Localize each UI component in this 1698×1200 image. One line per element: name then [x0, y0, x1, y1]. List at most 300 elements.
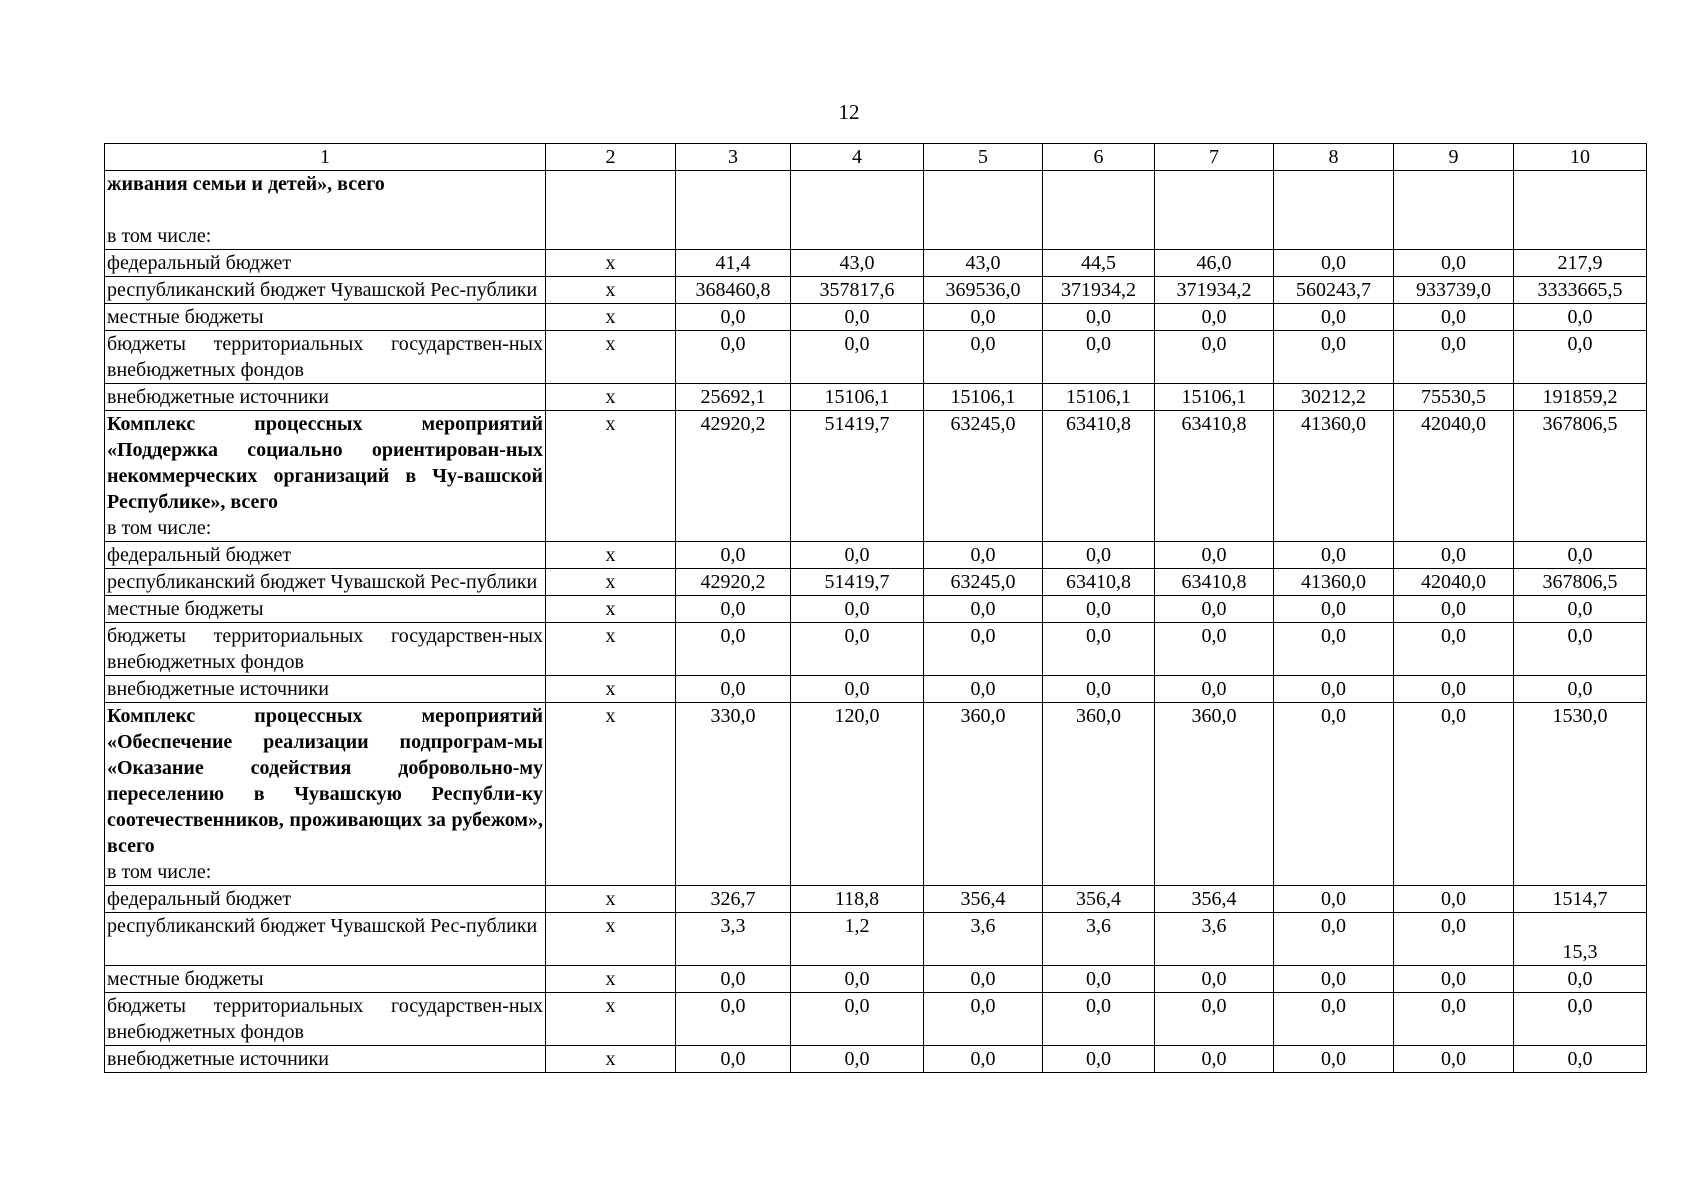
row-label-cell	[105, 331, 546, 384]
value-cell	[791, 913, 924, 966]
page-number: 12	[838, 100, 860, 124]
value-cell	[676, 250, 791, 277]
value-cell	[924, 277, 1043, 304]
value-cell	[546, 250, 676, 277]
cell-value: 0,0	[1567, 995, 1593, 1017]
value-cell	[1043, 304, 1155, 331]
value-cell	[1394, 623, 1514, 676]
cell-value: 0,0	[1086, 333, 1111, 355]
cell-value: 0,0	[844, 625, 870, 647]
cell-value: 0,0	[1567, 625, 1593, 647]
group-title: живания семьи и детей», всего	[107, 173, 385, 195]
value-cell	[676, 886, 791, 913]
value-cell	[924, 384, 1043, 411]
cell-value: 0,0	[1086, 1048, 1111, 1070]
cell-value: 0,0	[1086, 968, 1111, 990]
cell-value: 0,0	[1441, 705, 1466, 727]
cell-value: х	[605, 306, 616, 328]
cell-value: 0,0	[1441, 888, 1466, 910]
value-cell	[1394, 384, 1514, 411]
cell-value: 3,6	[1201, 915, 1227, 937]
cell-value: 42920,2	[700, 413, 766, 435]
row-label: внебюджетные источники	[107, 386, 329, 408]
table-row	[105, 250, 1647, 277]
table-row	[105, 993, 1647, 1046]
row-label-cell	[105, 993, 546, 1046]
value-cell	[1043, 1046, 1155, 1073]
cell-value: 1530,0	[1552, 705, 1608, 727]
cell-value: 369536,0	[945, 279, 1021, 301]
value-cell	[1394, 913, 1514, 966]
value-cell	[791, 384, 924, 411]
value-cell	[676, 411, 791, 542]
value-cell	[676, 676, 791, 703]
table-row	[105, 886, 1647, 913]
cell-value: 63245,0	[950, 571, 1016, 593]
value-cell	[1514, 993, 1647, 1046]
value-cell	[1274, 411, 1394, 542]
table-row	[105, 277, 1647, 304]
value-cell	[791, 331, 924, 384]
cell-value: х	[605, 888, 616, 910]
cell-value: х	[605, 252, 616, 274]
value-cell	[1043, 703, 1155, 886]
value-cell	[676, 171, 791, 250]
column-header: 1	[105, 144, 546, 171]
value-cell	[791, 966, 924, 993]
value-cell	[791, 623, 924, 676]
value-cell	[1043, 384, 1155, 411]
value-cell	[1274, 596, 1394, 623]
value-cell	[1043, 623, 1155, 676]
row-label: федеральный бюджет	[107, 252, 292, 274]
cell-value: 0,0	[1567, 1048, 1593, 1070]
cell-value: 0,0	[720, 995, 746, 1017]
value-cell	[924, 171, 1043, 250]
value-cell	[1043, 250, 1155, 277]
cell-value: 0,0	[1441, 968, 1466, 990]
cell-value: 0,0	[1567, 306, 1593, 328]
cell-value: 0,0	[844, 306, 870, 328]
table-body	[105, 171, 1647, 1073]
cell-value: 0,0	[844, 1048, 870, 1070]
value-cell	[1155, 384, 1274, 411]
value-cell	[1274, 384, 1394, 411]
cell-value: 0,0	[720, 625, 746, 647]
table-row	[105, 542, 1647, 569]
cell-value: 367806,5	[1542, 571, 1618, 593]
row-label: внебюджетные источники	[107, 678, 329, 700]
cell-value: 0,0	[1441, 598, 1466, 620]
row-label: бюджеты территориальных государствен-ных внебюджетных фондов	[107, 625, 543, 673]
value-cell	[1043, 886, 1155, 913]
row-label: местные бюджеты	[107, 306, 264, 328]
group-title: Комплекс процессных мероприятий «Поддержка социально ориентирован-ных некоммерческих организаций в Чу-вашской Республике», всего	[107, 413, 543, 513]
row-label-cell	[105, 913, 546, 966]
value-cell	[1155, 1046, 1274, 1073]
cell-value: 0,0	[1321, 1048, 1346, 1070]
value-cell	[676, 596, 791, 623]
value-cell	[924, 596, 1043, 623]
value-cell	[1155, 569, 1274, 596]
row-label: бюджеты территориальных государствен-ных внебюджетных фондов	[107, 333, 543, 381]
value-cell	[1394, 331, 1514, 384]
group-subtitle: в том числе:	[107, 517, 212, 539]
value-cell	[1155, 277, 1274, 304]
value-cell	[1514, 913, 1647, 966]
value-cell	[1274, 250, 1394, 277]
row-label-cell	[105, 676, 546, 703]
cell-value: 0,0	[1441, 252, 1466, 274]
cell-value: 0,0	[844, 598, 870, 620]
row-label-cell	[105, 277, 546, 304]
value-cell	[1155, 993, 1274, 1046]
value-cell	[546, 886, 676, 913]
row-label-cell	[105, 886, 546, 913]
value-cell	[1514, 542, 1647, 569]
cell-value: 0,0	[970, 678, 996, 700]
value-cell	[924, 569, 1043, 596]
row-label: внебюджетные источники	[107, 1048, 329, 1070]
cell-value: х	[605, 598, 616, 620]
group-title: Комплекс процессных мероприятий «Обеспечение реализации подпрограм-мы «Оказание содействия добровольно-му переселению в Чувашскую Республи-ку соотечественников, проживающих за рубежом», всего	[107, 705, 543, 857]
row-label-cell	[105, 569, 546, 596]
cell-value: 0,0	[1201, 598, 1227, 620]
cell-value: х	[605, 544, 616, 566]
value-cell	[1394, 250, 1514, 277]
value-cell	[546, 596, 676, 623]
cell-value: 0,0	[1201, 995, 1227, 1017]
cell-value: 43,0	[965, 252, 1001, 274]
value-cell	[1514, 277, 1647, 304]
row-label: республиканский бюджет Чувашской Рес-публики	[107, 915, 538, 937]
value-cell	[1274, 304, 1394, 331]
cell-value: х	[605, 1048, 616, 1070]
row-label: федеральный бюджет	[107, 544, 292, 566]
value-cell	[1514, 411, 1647, 542]
cell-value: 42040,0	[1421, 413, 1486, 435]
cell-value: 0,0	[1441, 995, 1466, 1017]
cell-value: 0,0	[1201, 625, 1227, 647]
cell-value: 0,0	[1567, 678, 1593, 700]
cell-value: 0,0	[844, 333, 870, 355]
cell-value: 0,0	[1086, 306, 1111, 328]
cell-value: 25692,1	[700, 386, 766, 408]
cell-value: 0,0	[1441, 333, 1466, 355]
cell-value: 356,4	[960, 888, 1006, 910]
cell-value: 0,0	[720, 306, 746, 328]
cell-value: 43,0	[839, 252, 875, 274]
table-row-group	[105, 703, 1647, 886]
cell-value: 41,4	[715, 252, 751, 274]
cell-value: 51419,7	[824, 413, 890, 435]
column-header: 2	[546, 144, 676, 171]
value-cell	[1043, 542, 1155, 569]
cell-value: 0,0	[1321, 705, 1346, 727]
table-row	[105, 596, 1647, 623]
cell-value: 0,0	[1321, 598, 1346, 620]
value-cell	[1155, 623, 1274, 676]
value-cell	[546, 966, 676, 993]
cell-value: 75530,5	[1421, 386, 1486, 408]
cell-value: 326,7	[710, 888, 756, 910]
value-cell	[1514, 703, 1647, 886]
cell-value: 63410,8	[1181, 413, 1247, 435]
value-cell	[791, 596, 924, 623]
row-label-cell	[105, 304, 546, 331]
header-row	[105, 144, 1647, 171]
value-cell	[676, 703, 791, 886]
value-cell	[1394, 703, 1514, 886]
column-header: 5	[924, 144, 1043, 171]
group-subtitle: в том числе:	[107, 225, 212, 247]
value-cell	[1043, 596, 1155, 623]
row-label-cell	[105, 703, 546, 886]
value-cell	[791, 569, 924, 596]
cell-value: 0,0	[970, 968, 996, 990]
value-cell	[1394, 542, 1514, 569]
cell-value: 0,0	[970, 306, 996, 328]
cell-value: 63410,8	[1066, 571, 1131, 593]
table-row	[105, 676, 1647, 703]
cell-value: 0,0	[1321, 888, 1346, 910]
value-cell	[676, 304, 791, 331]
value-cell	[546, 913, 676, 966]
value-cell	[1514, 596, 1647, 623]
value-cell	[1394, 966, 1514, 993]
value-cell	[546, 993, 676, 1046]
table-row	[105, 623, 1647, 676]
row-label: федеральный бюджет	[107, 888, 292, 910]
value-cell	[1274, 277, 1394, 304]
value-cell	[791, 304, 924, 331]
cell-value: 0,0	[1441, 678, 1466, 700]
cell-value: 0,0	[1086, 598, 1111, 620]
value-cell	[924, 676, 1043, 703]
value-cell	[1155, 171, 1274, 250]
value-cell	[924, 250, 1043, 277]
cell-value: 0,0	[970, 544, 996, 566]
value-cell	[1155, 596, 1274, 623]
cell-value: х	[605, 413, 616, 435]
value-cell	[1394, 569, 1514, 596]
cell-value: 63245,0	[950, 413, 1016, 435]
value-cell	[1155, 703, 1274, 886]
value-cell	[1043, 966, 1155, 993]
table-row-group	[105, 171, 1647, 250]
cell-value: 120,0	[834, 705, 880, 727]
value-cell	[924, 542, 1043, 569]
value-cell	[1274, 542, 1394, 569]
cell-value: 3333665,5	[1537, 279, 1623, 301]
value-cell	[1514, 171, 1647, 250]
cell-value: 0,0	[1441, 625, 1466, 647]
cell-value: 560243,7	[1296, 279, 1371, 301]
value-cell	[791, 542, 924, 569]
cell-value: 360,0	[960, 705, 1006, 727]
cell-value: 0,0	[1441, 915, 1466, 937]
value-cell	[546, 676, 676, 703]
row-label-cell	[105, 384, 546, 411]
value-cell	[1043, 993, 1155, 1046]
row-label-cell	[105, 411, 546, 542]
cell-value: 0,0	[1321, 252, 1346, 274]
cell-value: 0,0	[720, 598, 746, 620]
row-label: республиканский бюджет Чувашской Рес-публики	[107, 279, 538, 301]
cell-value: 0,0	[1567, 968, 1593, 990]
value-cell	[791, 1046, 924, 1073]
cell-value: 15106,1	[824, 386, 890, 408]
value-cell	[924, 966, 1043, 993]
cell-value: 0,0	[1441, 306, 1466, 328]
cell-value: 371934,2	[1176, 279, 1252, 301]
value-cell	[676, 277, 791, 304]
table-row	[105, 384, 1647, 411]
cell-value: 0,0	[1086, 625, 1111, 647]
cell-value: 0,0	[970, 333, 996, 355]
cell-value: х	[605, 995, 616, 1017]
value-cell	[546, 569, 676, 596]
value-cell	[791, 171, 924, 250]
value-cell	[1274, 676, 1394, 703]
value-cell	[1514, 569, 1647, 596]
cell-value: 0,0	[720, 333, 746, 355]
value-cell	[1155, 913, 1274, 966]
cell-value: 191859,2	[1542, 386, 1618, 408]
value-cell	[1514, 623, 1647, 676]
value-cell	[1274, 703, 1394, 886]
column-header: 8	[1274, 144, 1394, 171]
cell-value: 0,0	[1321, 968, 1346, 990]
value-cell	[791, 676, 924, 703]
value-cell	[1514, 331, 1647, 384]
column-header: 3	[676, 144, 791, 171]
cell-value: 3,6	[1086, 915, 1111, 937]
value-cell	[1394, 993, 1514, 1046]
cell-value: 15106,1	[950, 386, 1016, 408]
column-header: 9	[1394, 144, 1514, 171]
cell-value: х	[605, 705, 616, 727]
cell-value: 0,0	[1321, 544, 1346, 566]
cell-value: х	[605, 915, 616, 937]
value-cell	[924, 623, 1043, 676]
cell-value: 0,0	[1321, 915, 1346, 937]
cell-value: 15106,1	[1181, 386, 1247, 408]
value-cell	[1274, 171, 1394, 250]
value-cell	[1155, 966, 1274, 993]
value-cell	[1514, 886, 1647, 913]
cell-value: 0,0	[1321, 678, 1346, 700]
column-header: 7	[1155, 144, 1274, 171]
cell-value: 30212,2	[1301, 386, 1366, 408]
cell-value: 15106,1	[1066, 386, 1131, 408]
value-cell	[1043, 411, 1155, 542]
value-cell	[1155, 676, 1274, 703]
cell-value: 0,0	[1086, 678, 1111, 700]
row-label: местные бюджеты	[107, 968, 264, 990]
cell-value: 15,3	[1562, 941, 1598, 963]
cell-value: х	[605, 968, 616, 990]
cell-value: 0,0	[1201, 306, 1227, 328]
table-row	[105, 304, 1647, 331]
value-cell	[1274, 993, 1394, 1046]
cell-value: х	[605, 333, 616, 355]
value-cell	[676, 623, 791, 676]
table-row	[105, 966, 1647, 993]
value-cell	[791, 411, 924, 542]
value-cell	[676, 569, 791, 596]
value-cell	[546, 1046, 676, 1073]
table-row-group	[105, 411, 1647, 542]
table-row	[105, 331, 1647, 384]
cell-value: 0,0	[720, 544, 746, 566]
value-cell	[1394, 171, 1514, 250]
cell-value: 0,0	[844, 678, 870, 700]
cell-value: х	[605, 625, 616, 647]
cell-value: 933739,0	[1416, 279, 1491, 301]
value-cell	[1274, 1046, 1394, 1073]
cell-value: 0,0	[970, 598, 996, 620]
value-cell	[1394, 596, 1514, 623]
value-cell	[676, 331, 791, 384]
cell-value: 368460,8	[695, 279, 771, 301]
cell-value: 0,0	[1086, 544, 1111, 566]
cell-value: 3,6	[970, 915, 996, 937]
value-cell	[791, 277, 924, 304]
value-cell	[924, 1046, 1043, 1073]
value-cell	[1155, 331, 1274, 384]
row-label: бюджеты территориальных государствен-ных внебюджетных фондов	[107, 995, 543, 1043]
cell-value: 330,0	[710, 705, 756, 727]
value-cell	[546, 304, 676, 331]
table-row	[105, 569, 1647, 596]
value-cell	[1514, 966, 1647, 993]
cell-value: 360,0	[1191, 705, 1237, 727]
value-cell	[1514, 1046, 1647, 1073]
cell-value: 0,0	[1201, 333, 1227, 355]
cell-value: 0,0	[720, 678, 746, 700]
value-cell	[546, 277, 676, 304]
value-cell	[676, 993, 791, 1046]
row-label-cell	[105, 623, 546, 676]
cell-value: 63410,8	[1066, 413, 1131, 435]
cell-value: 0,0	[970, 1048, 996, 1070]
cell-value: 44,5	[1081, 252, 1116, 274]
cell-value: 0,0	[720, 968, 746, 990]
value-cell	[924, 993, 1043, 1046]
value-cell	[1514, 304, 1647, 331]
row-label-cell	[105, 250, 546, 277]
cell-value: 46,0	[1196, 252, 1232, 274]
value-cell	[791, 886, 924, 913]
cell-value: 371934,2	[1061, 279, 1136, 301]
cell-value: 356,4	[1076, 888, 1121, 910]
value-cell	[1043, 277, 1155, 304]
value-cell	[1155, 886, 1274, 913]
value-cell	[1155, 304, 1274, 331]
cell-value: 0,0	[1201, 544, 1227, 566]
value-cell	[1514, 250, 1647, 277]
cell-value: 0,0	[1567, 333, 1593, 355]
value-cell	[1514, 384, 1647, 411]
column-header: 6	[1043, 144, 1155, 171]
value-cell	[546, 542, 676, 569]
value-cell	[1274, 331, 1394, 384]
cell-value: 1514,7	[1552, 888, 1608, 910]
table-row	[105, 1046, 1647, 1073]
row-label-cell	[105, 966, 546, 993]
value-cell	[1043, 331, 1155, 384]
